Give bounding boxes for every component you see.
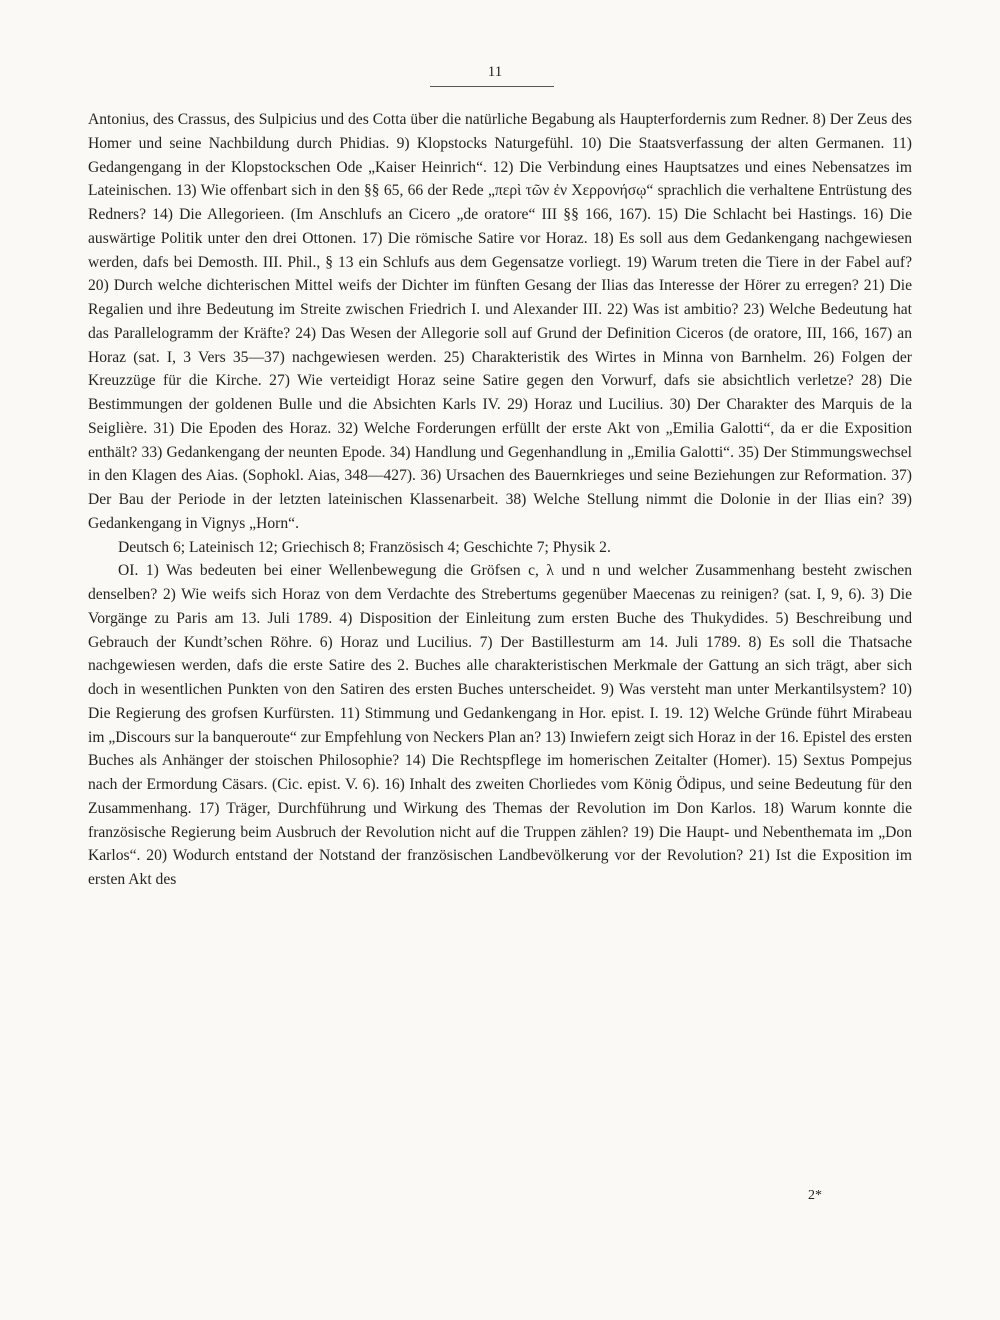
body-text	[88, 108, 912, 892]
paragraph-topics-continued: Antonius, des Crassus, des Sulpicius und des Cotta über die natürliche Begabung als Haupterfordernis zum Redner. 8) Der Zeus des Homer und seine Nachbildung durch Phidias. 9) Klopstocks Naturgefühl. 10) Die Staatsverfassung der alten Germanen. 11) Gedangengang in der Klopstockschen Ode „Kaiser Heinrich“. 12) Die Verbindung eines Hauptsatzes und eines Nebensatzes im Lateinischen. 13) Wie offenbart sich in den §§ 65, 66 der Rede „περὶ τῶν ἐν Χερρονήσῳ“ sprachlich die verhaltene Entrüstung des Redners? 14) Die Allegorieen. (Im Anschlufs an Cicero „de oratore“ III §§ 166, 167). 15) Die Schlacht bei Hastings. 16) Die auswärtige Politik unter den drei Ottonen. 17) Die römische Satire vor Horaz. 18) Es soll aus dem Gedankengang nachgewiesen werden, dafs bei Demosth. III. Phil., § 13 ein Schlufs aus dem Gegensatze vorliegt. 19) Warum treten die Tiere in der Fabel auf? 20) Durch welche dichterischen Mittel weifs der Dichter im fünften Gesang der Ilias das Interesse der Hörer zu erregen? 21) Die Regalien und ihre Bedeutung im Streite zwischen Friedrich I. und Alexander III. 22) Was ist ambitio? 23) Welche Bedeutung hat das Parallelogramm der Kräfte? 24) Das Wesen der Allegorie soll auf Grund der Definition Ciceros (de oratore, III, 166, 167) an Horaz (sat. I, 3 Vers 35—37) nachgewiesen werden. 25) Charakteristik des Wirtes in Minna von Barnhelm. 26) Folgen der Kreuzzüge für die Kirche. 27) Wie verteidigt Horaz seine Satire gegen den Vorwurf, dafs sie absichtlich verletze? 28) Die Bestimmungen der goldenen Bulle und die Absichten Karls IV. 29) Horaz und Lucilius. 30) Der Charakter des Marquis de la Seiglière. 31) Die Epoden des Horaz. 32) Welche Forderungen erfüllt der erste Akt von „Emilia Galotti“, da er die Exposition enthält? 33) Gedankengang der neunten Epode. 34) Handlung und Gegenhandlung in „Emilia Galotti“. 35) Der Stimmungswechsel in den Klagen des Aias. (Sophokl. Aias, 348—427). 36) Ursachen des Bauernkrieges und seine Beziehungen zur Reformation. 37) Der Bau der Periode in der letzten lateinischen Klassenarbeit. 38) Welche Stellung nimmt die Dolonie in der Ilias ein? 39) Gedankengang in Vignys „Horn“.	[88, 111, 912, 532]
signature-mark: 2*	[808, 1188, 822, 1203]
page-number-rule	[430, 86, 554, 87]
paragraph-hours-summary: Deutsch 6; Lateinisch 12; Griechisch 8; Französisch 4; Geschichte 7; Physik 2.	[118, 538, 611, 556]
page-number: 11	[487, 64, 503, 80]
paragraph-oi-topics: OI. 1) Was bedeuten bei einer Wellenbewegung die Gröfsen c, λ und n und welcher Zusammenhang besteht zwischen denselben? 2) Wie weifs sich Horaz von dem Verdachte des Strebertums gegenüber Maecenas zu reinigen? (sat. I, 9, 6). 3) Die Vorgänge zu Paris am 13. Juli 1789. 4) Disposition der Einleitung zum ersten Buche des Thukydides. 5) Beschreibung und Gebrauch der Kundt’schen Röhre. 6) Horaz und Lucilius. 7) Der Bastillesturm am 14. Juli 1789. 8) Es soll die Thatsache nachgewiesen werden, dafs die erste Satire des 2. Buches alle charakteristischen Merkmale der Gattung an sich trägt, aber sich doch in wesentlichen Punkten von den Satiren des ersten Buches unterscheidet. 9) Was versteht man unter Merkantilsystem? 10) Die Regierung des grofsen Kurfürsten. 11) Stimmung und Gedankengang in Hor. epist. I. 19. 12) Welche Gründe führt Mirabeau im „Discours sur la banqueroute“ zur Empfehlung von Neckers Plan an? 13) Inwiefern zeigt sich Horaz in der 16. Epistel des ersten Buches als Anhänger der stoischen Philosophie? 14) Die Rechtspflege im homerischen Zeitalter (Homer). 15) Sextus Pompejus nach der Ermordung Cäsars. (Cic. epist. V. 6). 16) Inhalt des zweiten Chorliedes vom König Ödipus, und seine Bedeutung für den Zusammenhang. 17) Träger, Durchführung und Wirkung des Themas der Revolution im Don Karlos. 18) Warum konnte die französische Regierung beim Ausbruch der Revolution nicht auf die Truppen zählen? 19) Die Haupt- und Nebenthemata im „Don Karlos“. 20) Wodurch entstand der Notstand der französischen Landbevölkerung vor der Revolution? 21) Ist die Exposition im ersten Akt des	[88, 562, 912, 888]
